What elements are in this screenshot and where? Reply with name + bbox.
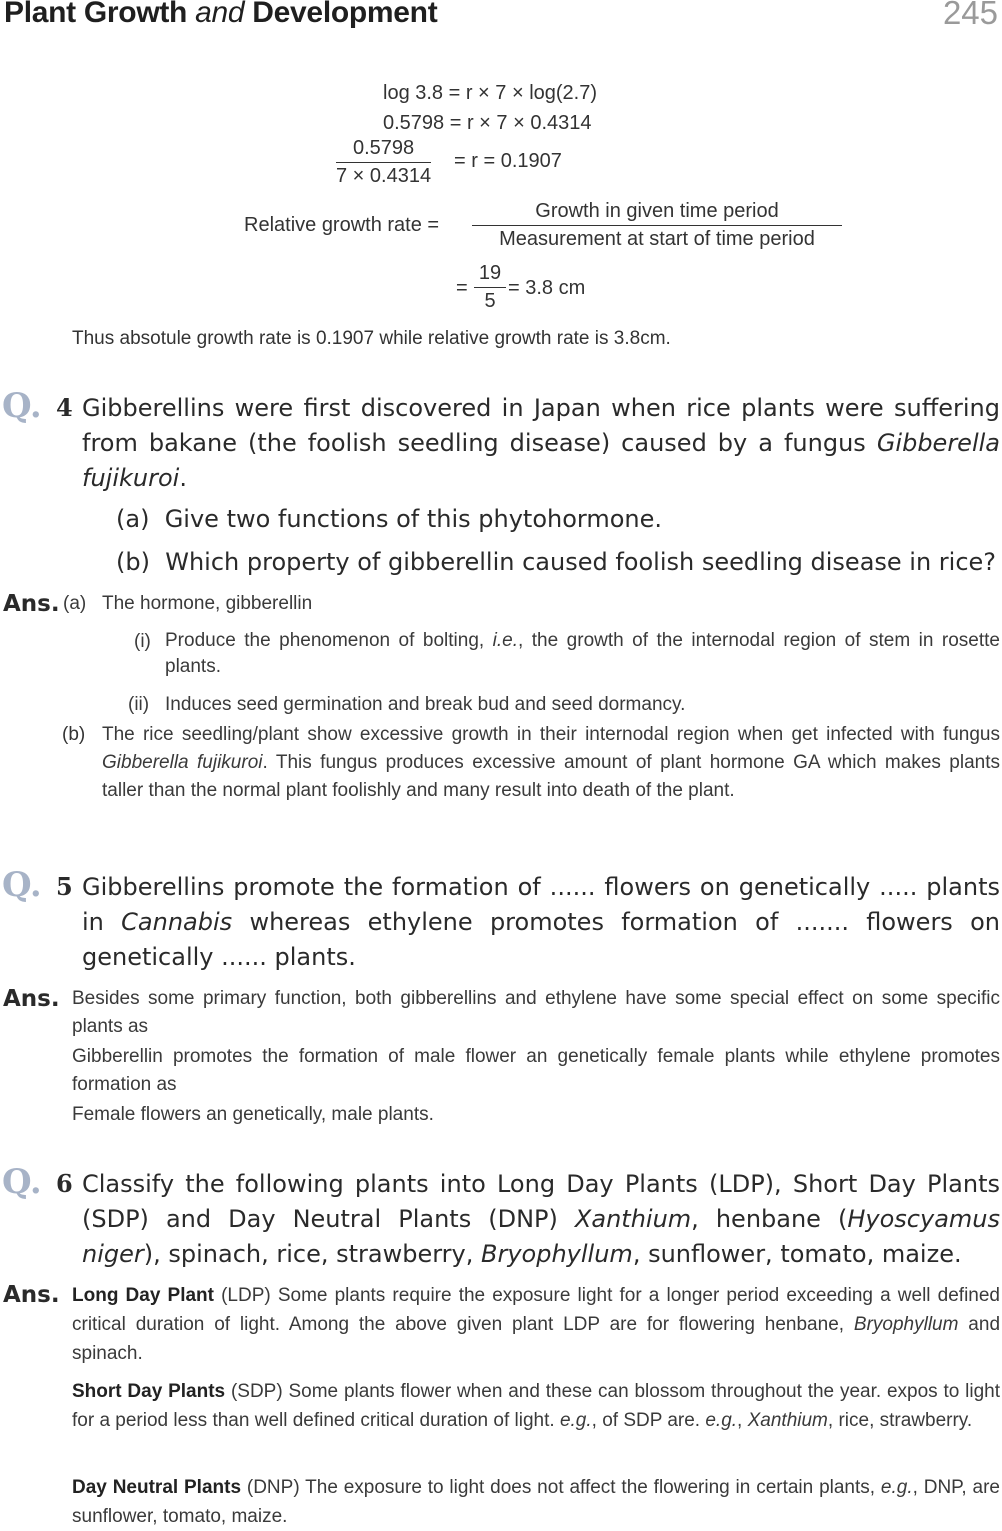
question-4-text: Gibberellins were first discovered in Japan when rice plants were suffering from bakane (the foolish seedling disease) caused by a fungus Gibberella fujikuroi.	[82, 394, 1000, 492]
answer-4a-i-label: (i)	[134, 631, 151, 652]
answer-5-paragraph-2: Gibberellin promotes the formation of male flower an genetically female plants while ethylene promotes formation as	[72, 1046, 1000, 1095]
question-number: 6	[56, 1169, 73, 1198]
page-header-title: Plant Growth and Development	[4, 0, 438, 29]
answer-label: Ans.	[3, 591, 60, 617]
answer-4a-ii-text: Induces seed germination and break bud and seed dormancy.	[165, 694, 686, 715]
fraction-1	[336, 137, 431, 188]
fraction-2-numerator: 19	[478, 262, 502, 284]
answer-5-paragraph-1: Besides some primary function, both gibberellins and ethylene have some special effect on some specific plants as	[72, 988, 1000, 1037]
fraction-1-denominator: 7 × 0.4314	[336, 162, 431, 188]
answer-4a-text: The hormone, gibberellin	[102, 593, 313, 614]
relative-growth-rate-label: Relative growth rate =	[244, 214, 440, 236]
answer-5-paragraph-3: Female flowers an genetically, male plants.	[72, 1104, 434, 1125]
question-number: 5	[56, 872, 73, 901]
equation-line-1: log 3.8 = r × 7 × log(2.7)	[383, 82, 598, 104]
question-marker: Q.	[2, 1162, 42, 1202]
answer-6-day-neutral-plants: Day Neutral Plants (DNP) The exposure to light does not affect the flowering in certain plants, e.g., DNP, are sunflower, tomato, maize.	[72, 1477, 1000, 1527]
fraction-1-numerator: 0.5798	[352, 137, 415, 159]
question-number: 4	[56, 393, 73, 422]
equals-sign: =	[456, 277, 468, 299]
question-4-part-a: (a) Give two functions of this phytohormone.	[116, 505, 663, 533]
answer-4a-ii-label: (ii)	[128, 694, 150, 715]
answer-4b-text: The rice seedling/plant show excessive growth in their internodal region when get infected with fungus Gibberella fujikuroi. This fungus produces excessive amount of plant hormone GA which makes plants taller than the normal plant foolishly and many result into death of the plant.	[102, 724, 1000, 801]
relative-growth-rate-fraction	[472, 200, 842, 251]
fraction-1-result: = r = 0.1907	[454, 150, 562, 172]
question-6-text: Classify the following plants into Long Day Plants (LDP), Short Day Plants (SDP) and Day Neutral Plants (DNP) Xanthium, henbane (Hyoscyamus niger), spinach, rice, strawberry, Bryophyllum, sunflower, tomato, maize.	[82, 1170, 1000, 1268]
growth-rate-conclusion: Thus absotule growth rate is 0.1907 while relative growth rate is 3.8cm.	[72, 328, 671, 349]
rgr-denominator: Measurement at start of time period	[472, 225, 842, 251]
fraction-2-result: = 3.8 cm	[508, 277, 586, 299]
rgr-numerator: Growth in given time period	[535, 200, 779, 222]
answer-4a-label: (a)	[63, 593, 87, 614]
question-marker: Q.	[2, 386, 42, 426]
fraction-2-denominator: 5	[474, 287, 506, 313]
question-marker: Q.	[2, 865, 42, 905]
equation-line-2: 0.5798 = r × 7 × 0.4314	[383, 112, 592, 134]
question-4-part-b: (b) Which property of gibberellin caused foolish seedling disease in rice?	[116, 548, 997, 576]
fraction-2	[474, 262, 506, 313]
answer-6-short-day-plants: Short Day Plants (SDP) Some plants flower when and these can blossom throughout the year. expos to light for a period less than well defined critical duration of light. e.g., of SDP are. e.g., Xanthium, rice, strawberry.	[72, 1381, 1000, 1431]
answer-6-long-day-plants: Long Day Plant (LDP) Some plants require the exposure light for a longer period exceeding a well defined critical duration of light. Among the above given plant LDP are for flowering henbane, Bryophyllum and spinach.	[72, 1285, 1001, 1364]
answer-4b-label: (b)	[62, 724, 86, 745]
question-5-text: Gibberellins promote the formation of ...... flowers on genetically ..... plants in Cannabis whereas ethylene promotes formation of ....... flowers on genetically ...... plants.	[82, 873, 1000, 971]
answer-4a-i-text: Produce the phenomenon of bolting, i.e., the growth of the internodal region of stem in rosette plants.	[165, 630, 1000, 677]
page-number: 245	[942, 0, 998, 31]
answer-label: Ans.	[3, 1282, 60, 1308]
answer-label: Ans.	[3, 986, 60, 1012]
